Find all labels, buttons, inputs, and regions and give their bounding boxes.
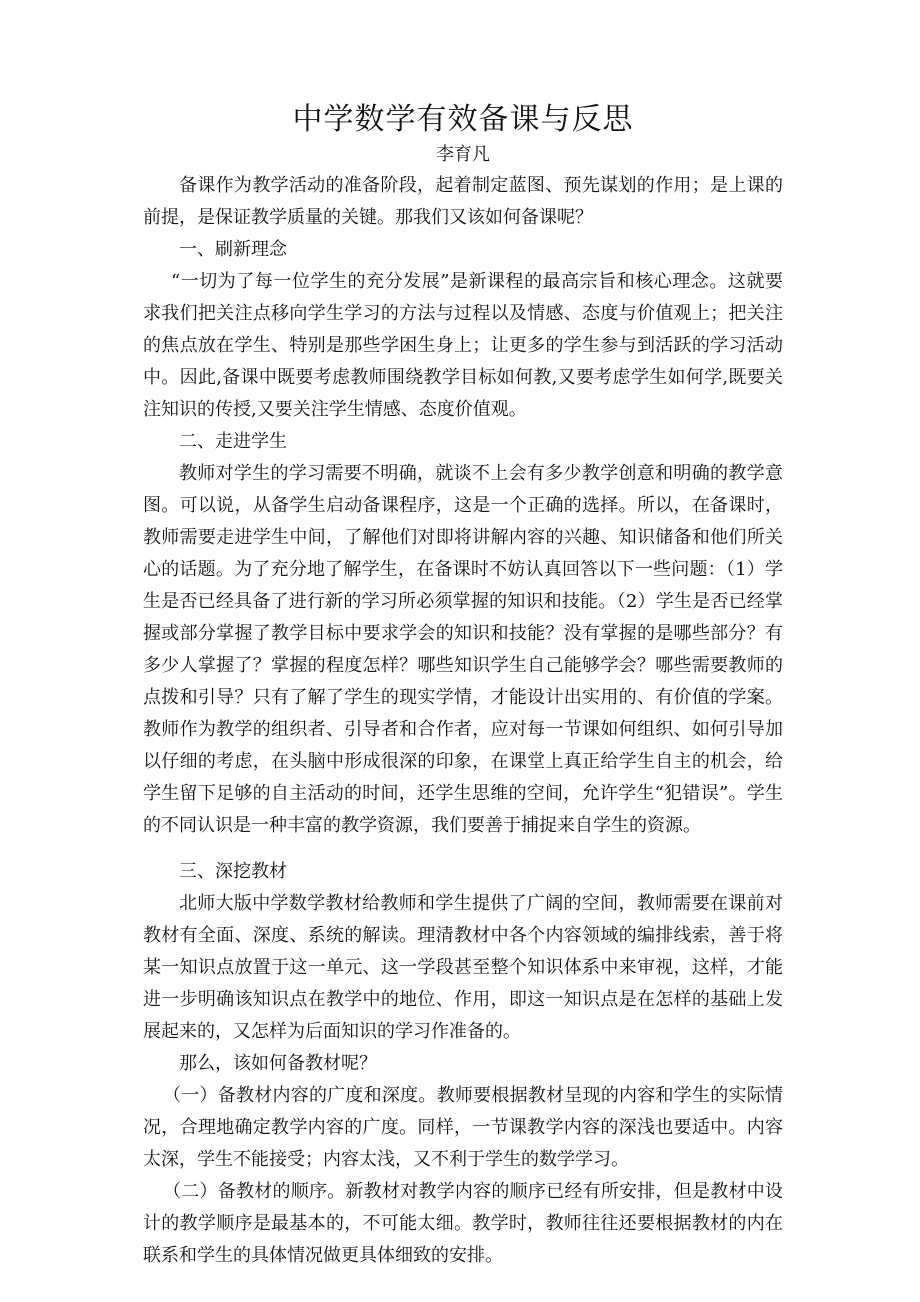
intro-paragraph: 备课作为教学活动的准备阶段，起着制定蓝图、预先谋划的作用；是上课的前提，是保证教学质量的关键。那我们又该如何备课呢？ [143,175,783,228]
section-3-body: 北师大版中学数学教材给教师和学生提供了广阔的空间，教师需要在课前对教材有全面、深度、系统的解读。理清教材中各个内容领域的编排线索，善于将某一知识点放置于这一单元、这一学段甚至整个知识体系中来审视，这样，才能进一步明确该知识点在教学中的地位、作用，即这一知识点是在怎样的基础上发展起来的，又怎样为后面知识的学习作准备的。 [143,893,783,1042]
section-3-item-2: （二）备教材的顺序。新教材对教学内容的顺序已经有所安排，但是教材中设计的教学顺序是最基本的，不可能太细。教学时，教师往往还要根据教材的内在联系和学生的具体情况做更具体细致的安排。 [143,1181,783,1266]
section-3-item-1: （一）备教材内容的广度和深度。教师要根据教材呈现的内容和学生的实际情况，合理地确定教学内容的广度。同样，一节课教学内容的深浅也要适中。内容太深，学生不能接受；内容太浅，又不利于学生的数学学习。 [143,1085,783,1170]
section-2-body: 教师对学生的学习需要不明确，就谈不上会有多少教学创意和明确的教学意图。可以说，从备学生启动备课程序，这是一个正确的选择。所以，在备课时，教师需要走进学生中间，了解他们对即将讲解内容的兴趣、知识储备和他们所关心的话题。为了充分地了解学生，在备课时不妨认真回答以下一些问题：（1）学生是否已经具备了进行新的学习所必须掌握的知识和技能。（2）学生是否已经掌握或部分掌握了教学目标中要求学会的知识和技能？没有掌握的是哪些部分？有多少人掌握了？掌握的程度怎样？哪些知识学生自己能够学会？哪些需要教师的点拨和引导？只有了解了学生的现实学情，才能设计出实用的、有价值的学案。教师作为教学的组织者、引导者和合作者，应对每一节课如何组织、如何引导加以仔细的考虑，在头脑中形成很深的印象，在课堂上真正给学生自主的机会，给学生留下足够的自主活动的时间，还学生思维的空间，允许学生“犯错误”。学生的不同认识是一种丰富的教学资源，我们要善于捕捉来自学生的资源。 [143,463,783,836]
section-2-heading: 二、走进学生 [179,431,287,452]
document-page [143,100,783,1272]
section-3-heading: 三、深挖教材 [179,861,287,882]
section-1-body: “一切为了每一位学生的充分发展”是新课程的最高宗旨和核心理念。这就要求我们把关注点移向学生学习的方法与过程以及情感、态度与价值观上；把关注的焦点放在学生、特别是那些学困生身上；让更多的学生参与到活跃的学习活动中。因此,备课中既要考虑教师围绕教学目标如何教,又要考虑学生如何学,既要关注知识的传授,又要关注学生情感、态度价值观。 [143,271,783,420]
section-1-heading: 一、刷新理念 [179,239,287,260]
section-3-question: 那么，该如何备教材呢？ [179,1053,377,1074]
document-title: 中学数学有效备课与反思 [292,102,634,137]
document-author: 李育凡 [436,144,490,165]
